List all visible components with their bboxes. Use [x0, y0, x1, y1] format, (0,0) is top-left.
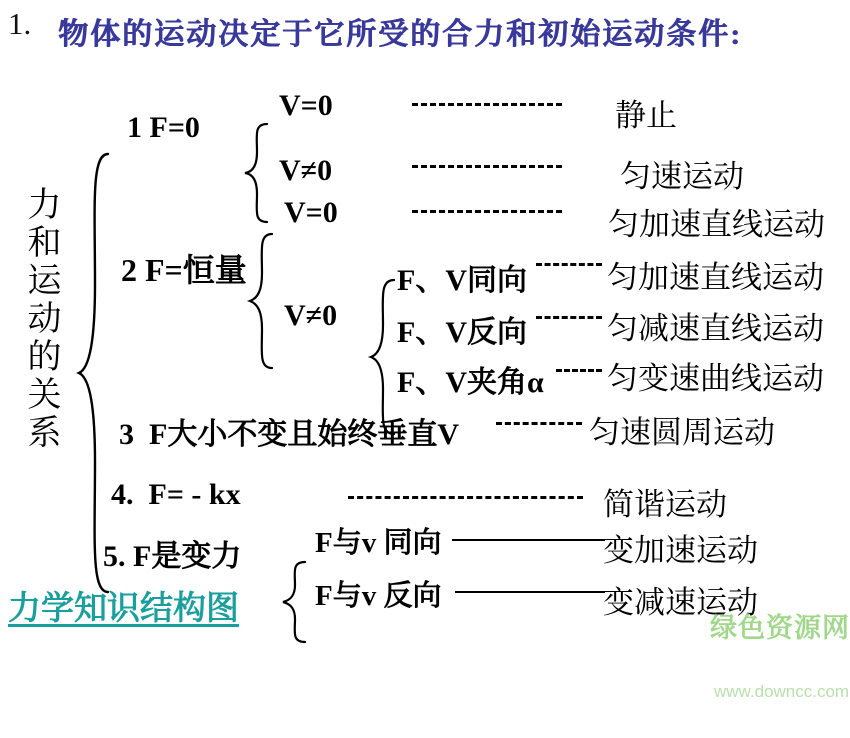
result-uniform-circular: 匀速圆周运动	[589, 415, 775, 450]
footer-structure-link[interactable]: 力学知识结构图	[8, 591, 239, 627]
result-var-accel: 变加速运动	[603, 533, 758, 568]
result-uniform-decel-line: 匀减速直线运动	[607, 311, 824, 346]
branch5-cond-same: F与v 同向	[315, 527, 442, 559]
watermark-site-name: 绿色资源网	[710, 613, 850, 643]
page-title: 物体的运动决定于它所受的合力和初始运动条件:	[58, 18, 742, 51]
connector-dashed	[556, 369, 602, 372]
branch5-brace	[281, 524, 307, 680]
connector-dashed	[536, 316, 602, 319]
result-uniform-var-curve: 匀变速曲线运动	[607, 361, 824, 396]
connector-dashed	[348, 496, 583, 499]
branch3-label: 3 F大小不变且始终垂直V	[119, 418, 459, 451]
root-label: 力和运动的关系	[22, 186, 59, 452]
branch2-label: 2 F=恒量	[121, 252, 247, 288]
connector-dashed	[496, 422, 582, 425]
subcond-fv-same: F、V同向	[397, 264, 527, 297]
branch5-label: 5. F是变力	[103, 540, 242, 573]
result-var-decel: 变减速运动	[603, 585, 758, 620]
title-number: 1.	[8, 6, 32, 41]
result-uniform-motion: 匀速运动	[620, 159, 744, 194]
branch1-cond-vne0: V≠0	[279, 154, 333, 187]
result-uniform-accel-line-2: 匀加速直线运动	[607, 260, 824, 295]
connector-solid	[452, 539, 605, 541]
watermark-url: www.downcc.com	[714, 682, 850, 701]
result-uniform-accel-line: 匀加速直线运动	[608, 207, 825, 242]
branch5-cond-opposite: F与v 反向	[315, 580, 442, 612]
connector-dashed	[412, 165, 562, 168]
connector-dashed	[536, 263, 602, 266]
subcond-fv-angle: F、V夹角α	[397, 366, 544, 399]
watermark	[710, 570, 850, 738]
branch2-cond-v0: V=0	[284, 196, 338, 229]
branch2-cond-vne0: V≠0	[284, 299, 338, 332]
result-simple-harmonic: 简谐运动	[603, 487, 727, 522]
connector-dashed	[412, 103, 562, 106]
branch4-label: 4. F= - kx	[111, 478, 241, 511]
branch1-label: 1 F=0	[127, 111, 200, 144]
result-static: 静止	[615, 98, 677, 133]
branch1-cond-v0: V=0	[279, 89, 333, 122]
connector-solid	[455, 591, 605, 593]
subcond-fv-opposite: F、V反向	[397, 316, 527, 349]
branch2-brace	[248, 196, 274, 406]
connector-dashed	[412, 210, 562, 213]
